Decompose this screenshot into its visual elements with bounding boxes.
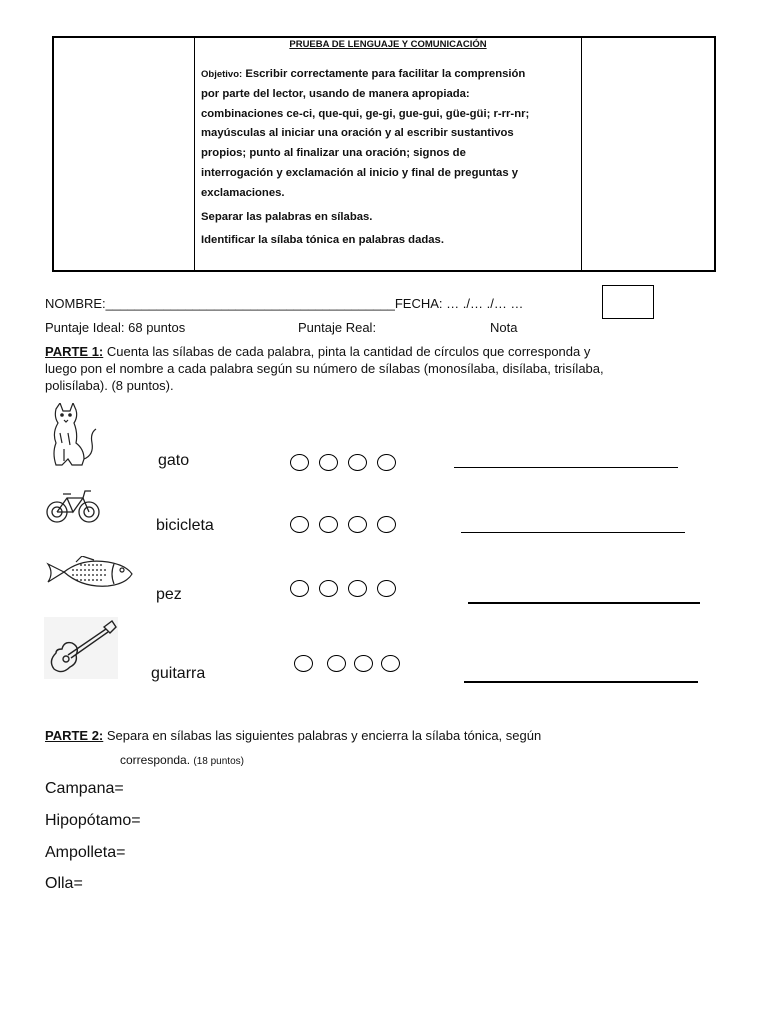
syllable-circles[interactable] [290,454,396,471]
header-left-cell [54,38,195,270]
header-right-cell [582,38,714,270]
word-pez: pez [156,586,182,603]
grade-label: Nota [490,320,518,335]
objective-line: por parte del lector, usando de manera apropiada: [201,87,470,100]
part1-label: PARTE 1: [45,344,104,359]
part2-line: corresponda. [120,753,191,767]
word-guitarra: guitarra [151,665,206,682]
real-score: Puntaje Real: [298,320,377,335]
objective-line: interrogación y exclamación al inicio y final de preguntas y [201,166,519,179]
p2-word-olla[interactable]: Olla= [45,875,83,892]
guitar-icon [44,617,118,679]
syllable-circle[interactable] [348,580,367,597]
part2-line: Separa en sílabas las siguientes palabras y encierra la sílaba tónica, según [103,728,542,743]
syllable-circle[interactable] [327,655,346,672]
name-date-line[interactable]: NOMBRE:________________________________________FECHA: … ./… ./… … [45,296,524,311]
part2-instructions [45,727,541,744]
part2-label: PARTE 2: [45,728,104,743]
syllable-circle[interactable] [319,580,338,597]
part2-points: (18 puntos) [193,756,244,767]
word-bicicleta: bicicleta [156,517,214,534]
syllable-circle[interactable] [377,454,396,471]
bicycle-icon [45,488,101,524]
syllable-circle[interactable] [294,655,313,672]
syllable-circle[interactable] [348,454,367,471]
grade-box[interactable] [602,285,654,319]
p2-word-campana[interactable]: Campana= [45,780,124,797]
header-table [52,36,716,272]
objective-line: mayúsculas al iniciar una oración y al escribir sustantivos [201,127,514,140]
syllable-circles[interactable] [290,580,396,597]
objective-label: Objetivo: [201,69,243,80]
word-gato: gato [158,452,190,469]
objective-block [201,65,575,204]
test-title: PRUEBA DE LENGUAJE Y COMUNICACIÓN [289,39,487,50]
syllable-circles[interactable] [294,655,400,672]
objective-line: propios; punto al finalizar una oración; signos de [201,147,466,160]
part2-line-2 [120,753,244,767]
syllable-circle[interactable] [377,580,396,597]
part1-line: Cuenta las sílabas de cada palabra, pinta la cantidad de círculos que corresponda y [103,344,591,359]
p2-word-ampolleta[interactable]: Ampolleta= [45,844,126,861]
answer-line[interactable] [461,532,685,533]
answer-line[interactable] [454,467,678,468]
part1-line: luego pon el nombre a cada palabra según su número de sílabas (monosílaba, disílaba, trisílaba, [45,361,604,376]
syllable-circle[interactable] [348,516,367,533]
p2-word-hipopotamo[interactable]: Hipopótamo= [45,812,141,829]
syllable-circle[interactable] [354,655,373,672]
syllable-circles[interactable] [290,516,396,533]
answer-line[interactable] [468,602,700,604]
syllable-circle[interactable] [377,516,396,533]
objective-line: Escribir correctamente para facilitar la comprensión [245,68,526,80]
objective-line: exclamaciones. [201,186,285,199]
goal-tonic: Identificar la sílaba tónica en palabras dadas. [201,234,444,247]
ideal-score: Puntaje Ideal: 68 puntos [45,320,186,335]
goal-syllables: Separar las palabras en sílabas. [201,210,373,223]
part1-instructions [45,343,604,394]
answer-line[interactable] [464,681,698,683]
syllable-circle[interactable] [290,516,309,533]
syllable-circle[interactable] [319,454,338,471]
syllable-circle[interactable] [290,580,309,597]
part1-line: polisílaba). (8 puntos). [45,378,174,393]
syllable-circle[interactable] [319,516,338,533]
syllable-circle[interactable] [381,655,400,672]
cat-icon [48,403,102,467]
fish-icon [46,556,134,590]
header-middle-cell [195,38,582,270]
objective-line: combinaciones ce-ci, que-qui, ge-gi, gue-gui, güe-güi; r-rr-nr; [201,107,530,120]
syllable-circle[interactable] [290,454,309,471]
